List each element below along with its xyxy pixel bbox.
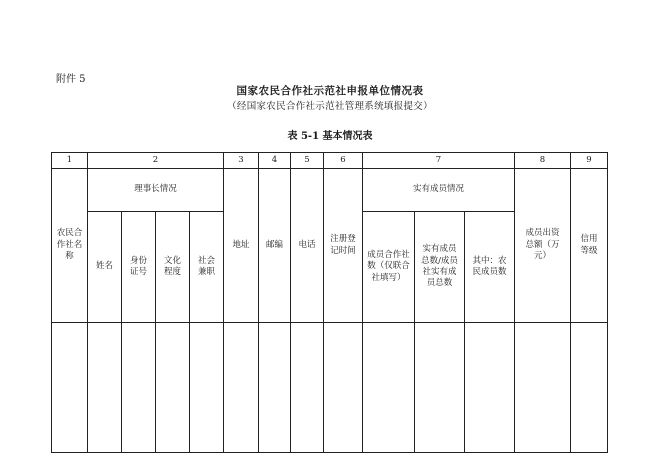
member-capital-header: 成员出资总额（万元） [515,169,571,323]
registration-time-header: 注册登记时间 [324,169,363,323]
blank-cell [571,323,608,453]
blank-cell [515,323,571,453]
attachment-label: 附件 5 [56,74,86,85]
address-header: 地址 [224,169,259,323]
blank-cell [415,323,465,453]
column-number: 1 [52,153,88,169]
coop-name-header: 农民合作社名称 [52,169,88,323]
blank-cell [324,323,363,453]
blank-cell [156,323,190,453]
social-position-header: 社会兼职 [190,212,224,323]
column-number: 9 [571,153,608,169]
column-number: 7 [363,153,515,169]
blank-cell [259,323,291,453]
blank-cell [52,323,88,453]
blank-cell [190,323,224,453]
blank-cell [88,323,122,453]
farmer-members-header: 其中：农民成员数 [465,212,515,323]
table-title: 表 5-1 基本情况表 [287,131,373,142]
member-coop-count-header: 成员合作社数（仅联合社填写） [363,212,415,323]
id-card-header: 身份证号 [122,212,156,323]
column-number: 2 [88,153,224,169]
postcode-header: 邮编 [259,169,291,323]
credit-level-header: 信用等级 [571,169,608,323]
chairman-info-header: 理事长情况 [88,169,224,212]
members-info-header: 实有成员情况 [363,169,515,212]
blank-cell [291,323,324,453]
blank-cell [465,323,515,453]
document-subtitle: （经国家农民合作社示范社管理系统填报提交） [227,101,433,112]
education-header: 文化程度 [156,212,190,323]
column-number: 8 [515,153,571,169]
column-number: 6 [324,153,363,169]
basic-info-table [51,152,608,453]
column-number: 5 [291,153,324,169]
column-number: 4 [259,153,291,169]
column-number-row [52,153,608,169]
blank-cell [363,323,415,453]
blank-cell [224,323,259,453]
header-row-1 [52,169,608,212]
blank-cell [122,323,156,453]
total-members-header: 实有成员总数/成员社实有成员总数 [415,212,465,323]
data-entry-row [52,323,608,453]
column-number: 3 [224,153,259,169]
name-header: 姓名 [88,212,122,323]
phone-header: 电话 [291,169,324,323]
document-title: 国家农民合作社示范社申报单位情况表 [236,85,424,97]
